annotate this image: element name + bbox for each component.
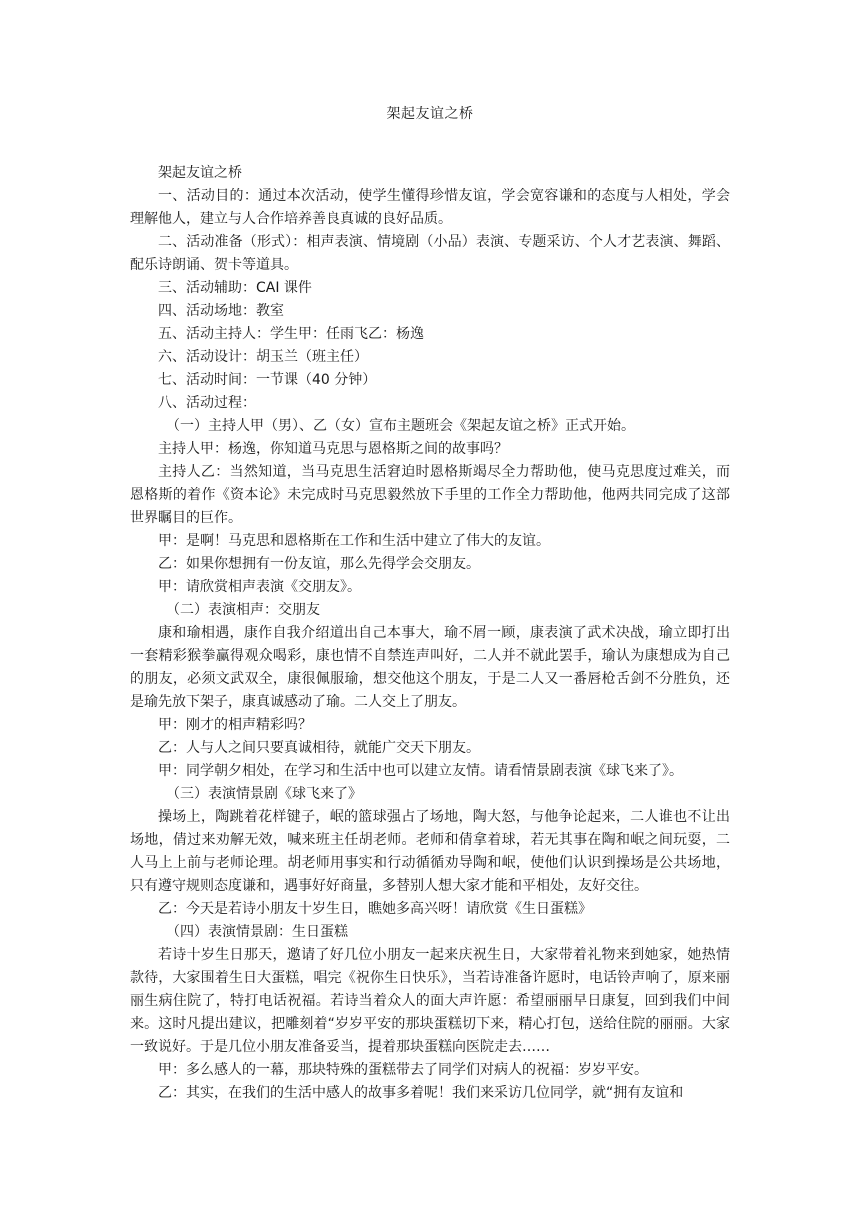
document-paragraph: 甲：多么感人的一幕，那块特殊的蛋糕带去了同学们对病人的祝福：岁岁平安。 bbox=[158, 1062, 648, 1078]
document-paragraph: 二、活动准备（形式）：相声表演、情境剧（小品）表演、专题采访、个人才艺表演、舞蹈、配乐诗朗诵、贺卡等道具。 bbox=[130, 234, 730, 273]
document-paragraph: 架起友谊之桥 bbox=[158, 165, 242, 181]
document-paragraph: （二）表演相声：交朋友 bbox=[166, 602, 320, 618]
document-paragraph: 四、活动场地：教室 bbox=[158, 303, 284, 319]
document-paragraph: 五、活动主持人：学生甲：任雨飞乙：杨逸 bbox=[158, 326, 424, 342]
document-paragraph: 操场上，陶跳着花样键子，岷的篮球强占了场地，陶大怒，与他争论起来，二人谁也不让出场地，倩过来劝解无效，喊来班主任胡老师。老师和倩拿着球，若无其事在陶和岷之间玩耍，二人马上上前与老师论理。胡老师用事实和行动循循劝导陶和岷，使他们认识到操场是公共场地，只有遵守规则态度谦和，遇事好好商量，多替别人想大家才能和平相处，友好交往。 bbox=[130, 809, 730, 894]
document-body bbox=[130, 162, 730, 1105]
document-paragraph: 八、活动过程： bbox=[158, 395, 256, 411]
document-paragraph: 乙：人与人之间只要真诚相待，就能广交天下朋友。 bbox=[158, 740, 480, 756]
document-page bbox=[130, 100, 730, 1105]
document-paragraph: 若诗十岁生日那天，邀请了好几位小朋友一起来庆祝生日，大家带着礼物来到她家，她热情款待，大家围着生日大蛋糕，唱完《祝你生日快乐》，当若诗准备许愿时，电话铃声响了，原来丽丽生病住院了，特打电话祝福。若诗当着众人的面大声许愿：希望丽丽早日康复，回到我们中间来。这时凡提出建议，把雕刻着“岁岁平安的那块蛋糕切下来，精心打包，送给住院的丽丽。大家一致说好。于是几位小朋友准备妥当，提着那块蛋糕向医院走去…… bbox=[130, 947, 730, 1055]
document-title: 架起友谊之桥 bbox=[386, 106, 474, 122]
document-paragraph: 甲：同学朝夕相处，在学习和生活中也可以建立友情。请看情景剧表演《球飞来了》。 bbox=[158, 763, 683, 779]
document-paragraph: 乙：今天是若诗小朋友十岁生日，瞧她多高兴呀！请欣赏《生日蛋糕》 bbox=[158, 901, 592, 917]
document-paragraph: （四）表演情景剧：生日蛋糕 bbox=[166, 924, 348, 940]
document-paragraph: 主持人甲：杨逸，你知道马克思与恩格斯之间的故事吗？ bbox=[158, 441, 508, 457]
document-paragraph: 乙：如果你想拥有一份友谊，那么先得学会交朋友。 bbox=[158, 556, 480, 572]
document-paragraph: 乙：其实，在我们的生活中感人的故事多着呢！我们来采访几位同学，就“拥有友谊和 bbox=[158, 1085, 684, 1101]
document-paragraph: 三、活动辅助：CAI 课件 bbox=[158, 280, 312, 296]
document-paragraph: 六、活动设计：胡玉兰（班主任） bbox=[158, 349, 368, 365]
document-paragraph: 甲：是啊！马克思和恩格斯在工作和生活中建立了伟大的友谊。 bbox=[158, 533, 550, 549]
document-paragraph: 甲：刚才的相声精彩吗？ bbox=[158, 717, 312, 733]
document-paragraph: （三）表演情景剧《球飞来了》 bbox=[166, 786, 362, 802]
document-paragraph: 甲：请欣赏相声表演《交朋友》。 bbox=[158, 579, 361, 595]
document-paragraph: （一）主持人甲（男）、乙（女）宣布主题班会《架起友谊之桥》正式开始。 bbox=[166, 418, 635, 434]
document-paragraph: 一、活动目的：通过本次活动，使学生懂得珍惜友谊，学会宽容谦和的态度与人相处，学会理解他人，建立与人合作培养善良真诚的良好品质。 bbox=[130, 188, 730, 227]
document-paragraph: 主持人乙：当然知道，当马克思生活窘迫时恩格斯竭尽全力帮助他，使马克思度过难关，而恩格斯的着作《资本论》未完成时马克思毅然放下手里的工作全力帮助他，他两共同完成了这部世界瞩目的巨作。 bbox=[130, 464, 730, 526]
document-paragraph: 康和瑜相遇，康作自我介绍道出自己本事大，瑜不屑一顾，康表演了武术决战，瑜立即打出一套精彩猴拳赢得观众喝彩，康也情不自禁连声叫好，二人并不就此罢手，瑜认为康想成为自己的朋友，必须文武双全，康很佩服瑜，想交他这个朋友，于是二人又一番唇枪舌剑不分胜负，还是瑜先放下架子，康真诚感动了瑜。二人交上了朋友。 bbox=[130, 625, 730, 710]
document-paragraph: 七、活动时间：一节课（40 分钟） bbox=[158, 372, 377, 388]
